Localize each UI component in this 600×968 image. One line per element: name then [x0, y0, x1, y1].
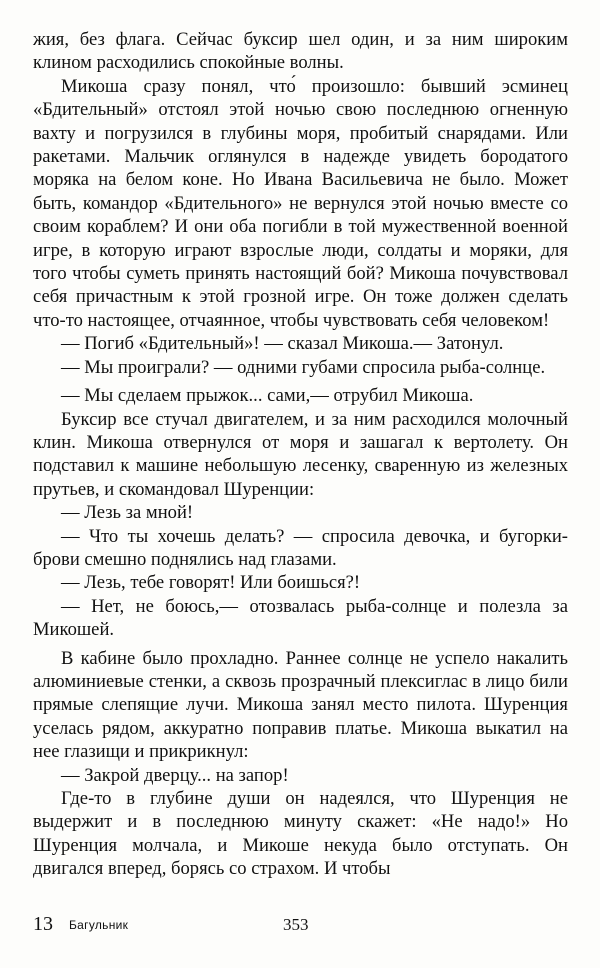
paragraph-3: — Погиб «Бдительный»! — сказал Микоша.— Затонул.	[61, 333, 504, 355]
signature-number: 13	[33, 913, 53, 935]
paragraph-2: Микоша сразу понял, что́ произошло: бывший эсминец «Бдительный» отстоял этой ночью свою последнюю огненную вахту и погрузился в глубины моря, пробитый снарядами. Или ракетами. Мальчик оглянулся в надежде увидеть бородатого моряка на белом коне. Но Ивана Васильевича не было. Может быть, командор «Бдительного» не вернулся этой ночью вместе со своим кораблем? И они оба погибли в той мужественной военной игре, в которую играют взрослые люди, солдаты и моряки, для того чтобы суметь принять настоящий бой? Микоша почувствовал себя причастным к этой грозной игре. Он тоже должен сделать что-то настоящее, отчаянное, чтобы чувствовать себя человеком!	[33, 75, 568, 331]
paragraph-6: Буксир все стучал двигателем, и за ним расходился молочный клин. Микоша отвернулся от моря и зашагал к вертолету. Он подставил к машине небольшую лесенку, сваренную из железных прутьев, и скомандовал Шуренции:	[33, 408, 568, 500]
paragraph-10: — Нет, не боюсь,— отозвалась рыба-солнце и полезла за Микошей.	[33, 595, 568, 641]
paragraph-1: жия, без флага. Сейчас буксир шел один, и за ним широким клином расходились спокойные волны.	[33, 29, 568, 74]
paragraph-9: — Лезь, тебе говорят! Или боишься?!	[61, 572, 361, 594]
paragraph-4: — Мы проиграли? — одними губами спросила рыба-солнце.	[61, 356, 546, 378]
signature-title: Багульник	[69, 918, 129, 932]
paragraph-11: В кабине было прохладно. Раннее солнце не успело накалить алюминиевые стенки, а сквозь прозрачный плексиглас в лицо били прямые слепящие лучи. Микоша занял место пилота. Шуренция уселась рядом, аккуратно поправив платье. Микоша выкатил на нее глазищи и прикрикнул:	[33, 647, 568, 763]
paragraph-13: Где-то в глубине души он надеялся, что Шуренция не выдержит и в последнюю минуту скажет: «Не надо!» Но Шуренция молчала, и Микоше некуда было отступать. Он двигался вперед, борясь со страхом. И чтобы	[33, 788, 568, 880]
paragraph-7: — Лезь за мной!	[61, 502, 194, 524]
paragraph-12: — Закрой дверцу... на запор!	[61, 764, 289, 786]
paragraph-8: — Что ты хочешь делать? — спросила девочка, и бугорки-брови смешно поднялись над глазами.	[33, 525, 568, 570]
body-text	[33, 28, 568, 881]
paragraph-5: — Мы сделаем прыжок... сами,— отрубил Микоша.	[61, 385, 474, 407]
page-number: 353	[283, 915, 309, 934]
page-footer	[33, 912, 568, 942]
